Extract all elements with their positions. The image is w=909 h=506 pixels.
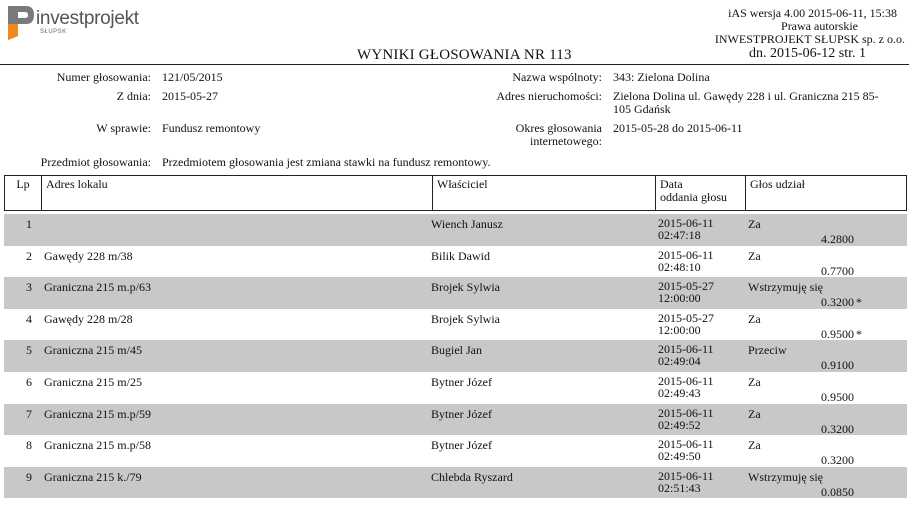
- document-date-page: dn. 2015-06-12 str. 1: [748, 46, 866, 61]
- row-owner: Bugiel Jan: [431, 343, 482, 358]
- community-name-label: Nazwa wspólnoty:: [512, 70, 602, 84]
- community-name-value: 343: Zielona Dolina: [613, 70, 710, 84]
- row-date: [658, 438, 714, 462]
- row-share: 0.7700: [821, 263, 854, 278]
- row-owner: Wiench Janusz: [431, 217, 503, 231]
- date-label: Z dnia:: [116, 89, 151, 103]
- row-address: Gawędy 228 m/38: [44, 248, 133, 263]
- row-address: Graniczna 215 m.p/59: [44, 406, 151, 421]
- row-date-day: 2015-06-11: [658, 468, 714, 483]
- online-period-label-line1: Okres głosowania: [515, 121, 602, 135]
- row-marker: *: [856, 295, 862, 310]
- table-row: [4, 435, 907, 467]
- row-share: 0.9100: [821, 358, 854, 373]
- row-date-time: 12:00:00: [658, 322, 701, 337]
- row-owner: Bytner Józef: [431, 438, 492, 453]
- table-row: [4, 309, 907, 341]
- table-row: [4, 372, 907, 404]
- document-title: WYNIKI GŁOSOWANIA NR 113: [357, 47, 572, 63]
- matter-label: Przedmiot głosowania:: [40, 155, 151, 169]
- row-vote: Za: [748, 406, 761, 421]
- header-owner: Właściciel: [432, 176, 655, 211]
- voting-number-label: Numer głosowania:: [56, 70, 151, 84]
- row-vote: Wstrzymuję się: [748, 280, 823, 295]
- row-date-time: 02:51:43: [658, 480, 701, 495]
- header-address: Adres lokalu: [41, 176, 432, 211]
- row-date-day: 2015-06-11: [658, 405, 714, 420]
- table-row: [4, 340, 907, 372]
- row-lp: 1: [26, 217, 32, 231]
- row-date: [658, 343, 714, 367]
- subject-label: W sprawie:: [96, 121, 151, 135]
- row-date-day: 2015-06-11: [658, 373, 714, 388]
- row-date-time: 02:47:18: [658, 228, 701, 242]
- header-date: [655, 176, 745, 211]
- row-share: 0.3200: [821, 295, 854, 310]
- row-date-day: 2015-06-11: [658, 342, 714, 357]
- logo-subtext: SŁUPSK: [40, 29, 67, 35]
- row-date: [658, 375, 714, 399]
- row-date: [658, 470, 714, 494]
- row-date-time: 02:49:52: [658, 417, 701, 432]
- row-date-time: 12:00:00: [658, 291, 701, 306]
- row-address: Graniczna 215 m.p/63: [44, 280, 151, 295]
- row-owner: Bytner Józef: [431, 374, 492, 389]
- copyright-label: Prawa autorskie: [781, 19, 858, 33]
- online-period-value: 2015-05-28 do 2015-06-11: [613, 121, 743, 135]
- row-share: 0.3200: [821, 453, 854, 468]
- row-vote: Za: [748, 217, 761, 231]
- row-lp: 2: [26, 248, 32, 263]
- row-date-day: 2015-06-11: [658, 216, 714, 230]
- property-address-line2: 105 Gdańsk: [613, 102, 671, 116]
- row-date-day: 2015-06-11: [658, 437, 714, 452]
- row-date-day: 2015-06-11: [658, 247, 714, 262]
- table-row: [4, 277, 907, 309]
- row-marker: *: [856, 326, 862, 341]
- row-address: Graniczna 215 m/45: [44, 343, 142, 358]
- row-date-time: 02:49:43: [658, 385, 701, 400]
- online-period-label-line2: internetowego:: [530, 134, 602, 148]
- row-date-time: 02:49:04: [658, 354, 701, 369]
- results-table-header: [4, 175, 907, 211]
- header-date-line2: oddania głosu: [660, 190, 727, 204]
- row-owner: Chlebda Ryszard: [431, 469, 513, 484]
- row-vote: Za: [748, 438, 761, 453]
- row-address: Graniczna 215 k./79: [44, 469, 142, 484]
- row-share: 0.0850: [821, 484, 854, 499]
- row-lp: 6: [26, 374, 32, 389]
- software-version: iAS wersja 4.00 2015-06-11, 15:38: [728, 6, 897, 20]
- row-share: 0.9500: [821, 389, 854, 404]
- table-row: [4, 404, 907, 436]
- row-date-time: 02:48:10: [658, 259, 701, 274]
- results-table-body: [4, 214, 907, 498]
- row-date-time: 02:49:50: [658, 449, 701, 464]
- row-date-day: 2015-05-27: [658, 310, 714, 325]
- header-divider: [0, 64, 909, 65]
- row-lp: 4: [26, 311, 32, 326]
- header-date-line1: Data: [660, 177, 683, 191]
- row-lp: 3: [26, 280, 32, 295]
- row-share: 4.2800: [821, 232, 854, 246]
- row-owner: Bytner Józef: [431, 406, 492, 421]
- row-date-day: 2015-05-27: [658, 279, 714, 294]
- row-address: Graniczna 215 m.p/58: [44, 438, 151, 453]
- row-owner: Brojek Sylwia: [431, 311, 500, 326]
- row-lp: 9: [26, 469, 32, 484]
- matter-value: Przedmiotem głosowania jest zmiana stawki na fundusz remontowy.: [162, 155, 491, 169]
- subject-value: Fundusz remontowy: [162, 121, 261, 135]
- row-vote: Przeciw: [748, 343, 787, 358]
- property-address-label: Adres nieruchomości:: [496, 89, 602, 103]
- row-address: Gawędy 228 m/28: [44, 311, 133, 326]
- row-date: [658, 407, 714, 431]
- row-date: [658, 217, 714, 241]
- row-share: 0.3200: [821, 421, 854, 436]
- date-value: 2015-05-27: [162, 89, 218, 103]
- voting-number-value: 121/05/2015: [162, 70, 223, 84]
- row-owner: Bilik Dawid: [431, 248, 490, 263]
- row-owner: Brojek Sylwia: [431, 280, 500, 295]
- company-logo: [6, 4, 139, 44]
- table-row: [4, 467, 907, 499]
- header-lp: Lp: [16, 177, 30, 191]
- row-lp: 7: [26, 406, 32, 421]
- table-row: [4, 214, 907, 246]
- property-address-line1: Zielona Dolina ul. Gawędy 228 i ul. Graniczna 215 85-: [613, 89, 879, 103]
- row-lp: 8: [26, 438, 32, 453]
- row-share: 0.9500: [821, 326, 854, 341]
- row-date: [658, 280, 714, 304]
- row-vote: Wstrzymuję się: [748, 469, 823, 484]
- company-name: INWESTPROJEKT SŁUPSK sp. z o.o.: [714, 32, 905, 46]
- logo-mark-icon: [6, 4, 36, 44]
- table-row: [4, 246, 907, 278]
- row-date: [658, 312, 714, 336]
- row-vote: Za: [748, 311, 761, 326]
- row-lp: 5: [26, 343, 32, 358]
- row-date: [658, 249, 714, 273]
- header-vote-share: Głos udział: [745, 176, 907, 211]
- row-address: Graniczna 215 m/25: [44, 374, 142, 389]
- row-vote: Za: [748, 374, 761, 389]
- row-vote: Za: [748, 248, 761, 263]
- logo-text: investprojekt: [36, 8, 139, 29]
